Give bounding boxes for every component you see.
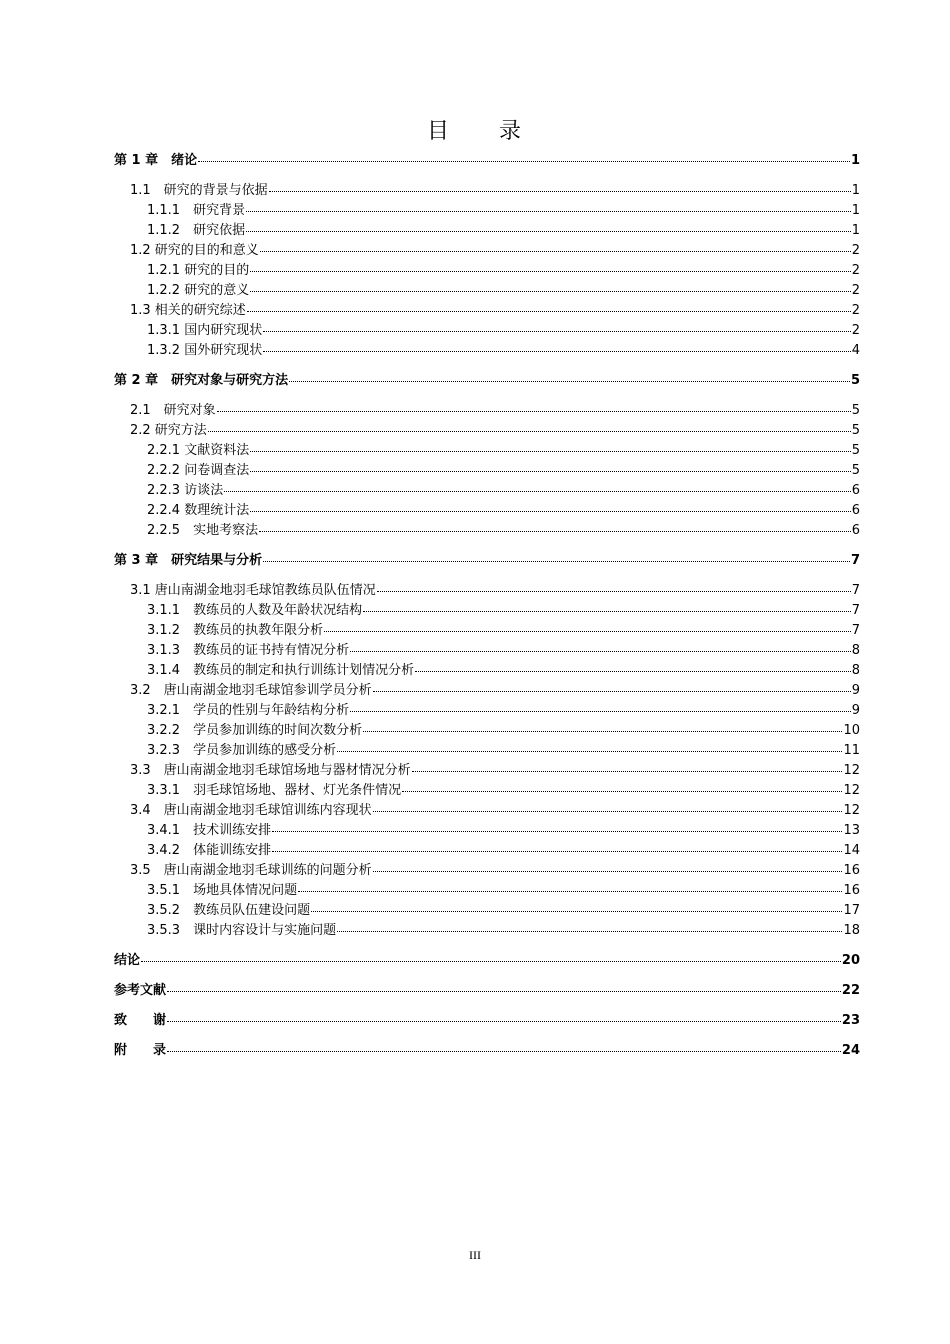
toc-entry-page: 7 — [850, 553, 860, 568]
toc-leader-dots — [363, 718, 842, 732]
toc-leader-dots — [377, 578, 851, 592]
toc-leader-dots — [141, 948, 841, 962]
toc-entry-label: 1.2.1 研究的目的 — [147, 263, 250, 278]
toc-subsection-entry[interactable] — [114, 620, 860, 640]
toc-subsection-entry[interactable] — [114, 740, 860, 760]
toc-entry-page: 7 — [851, 583, 860, 598]
toc-entry-label: 3.1 唐山南湖金地羽毛球馆教练员队伍情况 — [130, 583, 376, 598]
toc-subsection-entry[interactable] — [114, 200, 860, 220]
toc-subsection-entry[interactable] — [114, 520, 860, 540]
toc-entry-page: 2 — [851, 283, 860, 298]
toc-subsection-entry[interactable] — [114, 920, 860, 940]
toc-entry-page: 1 — [850, 153, 860, 168]
toc-entry-label: 3.1.4 教练员的制定和执行训练计划情况分析 — [147, 663, 415, 678]
toc-entry-label: 2.2.4 数理统计法 — [147, 503, 250, 518]
toc-leader-dots — [337, 918, 842, 932]
toc-leader-dots — [250, 458, 851, 472]
toc-subsection-entry[interactable] — [114, 500, 860, 520]
toc-leader-dots — [259, 518, 851, 532]
toc-entry-label: 1.1.1 研究背景 — [147, 203, 246, 218]
toc-leader-dots — [363, 598, 851, 612]
toc-subsection-entry[interactable] — [114, 460, 860, 480]
toc-leader-dots — [350, 698, 851, 712]
toc-entry-label: 1.2.2 研究的意义 — [147, 283, 250, 298]
toc-subsection-entry[interactable] — [114, 880, 860, 900]
toc-entry-page: 5 — [851, 463, 860, 478]
toc-entry-page: 8 — [851, 663, 860, 678]
toc-leader-dots — [415, 658, 851, 672]
toc-entry-label: 附 录 — [114, 1043, 167, 1058]
toc-leader-dots — [402, 778, 842, 792]
toc-section-entry[interactable] — [114, 860, 860, 880]
toc-leader-dots — [269, 178, 851, 192]
toc-entry-page: 20 — [841, 953, 860, 968]
toc-entry-label: 3.1.1 教练员的人数及年龄状况结构 — [147, 603, 363, 618]
toc-entry-label: 1.3.1 国内研究现状 — [147, 323, 263, 338]
toc-entry-label: 参考文献 — [114, 983, 167, 998]
toc-entry-page: 2 — [851, 303, 860, 318]
toc-entry-label: 第 3 章 研究结果与分析 — [114, 553, 263, 568]
toc-leader-dots — [250, 278, 851, 292]
toc-section-entry[interactable] — [114, 420, 860, 440]
toc-entry-label: 3.2.3 学员参加训练的感受分析 — [147, 743, 337, 758]
toc-subsection-entry[interactable] — [114, 700, 860, 720]
toc-subsection-entry[interactable] — [114, 780, 860, 800]
toc-entry-label: 2.2.2 问卷调查法 — [147, 463, 250, 478]
toc-chapter-entry[interactable] — [114, 1040, 860, 1060]
toc-entry-page: 2 — [851, 323, 860, 338]
toc-entry-label: 3.4 唐山南湖金地羽毛球馆训练内容现状 — [130, 803, 372, 818]
toc-section-entry[interactable] — [114, 800, 860, 820]
toc-entry-label: 1.3 相关的研究综述 — [130, 303, 246, 318]
toc-entry-page: 11 — [843, 743, 860, 758]
toc-entry-page: 4 — [851, 343, 860, 358]
toc-entry-page: 24 — [841, 1043, 860, 1058]
toc-entry-label: 3.4.2 体能训练安排 — [147, 843, 272, 858]
toc-entry-page: 16 — [843, 883, 860, 898]
toc-section-entry[interactable] — [114, 240, 860, 260]
toc-entry-page: 2 — [851, 263, 860, 278]
toc-entry-page: 16 — [843, 863, 860, 878]
toc-leader-dots — [250, 438, 851, 452]
toc-leader-dots — [337, 738, 842, 752]
toc-entry-label: 2.1 研究对象 — [130, 403, 216, 418]
toc-entry-label: 2.2.1 文献资料法 — [147, 443, 250, 458]
toc-entry-label: 3.5.1 场地具体情况问题 — [147, 883, 298, 898]
table-of-contents — [114, 150, 860, 1060]
toc-entry-page: 12 — [843, 783, 860, 798]
toc-entry-label: 结论 — [114, 953, 141, 968]
toc-subsection-entry[interactable] — [114, 320, 860, 340]
toc-section-entry[interactable] — [114, 580, 860, 600]
toc-leader-dots — [373, 858, 843, 872]
toc-subsection-entry[interactable] — [114, 640, 860, 660]
toc-leader-dots — [263, 338, 851, 352]
toc-chapter-entry[interactable] — [114, 370, 860, 390]
toc-entry-page: 8 — [851, 643, 860, 658]
toc-entry-label: 3.5.3 课时内容设计与实施问题 — [147, 923, 337, 938]
toc-entry-page: 7 — [851, 623, 860, 638]
toc-entry-page: 5 — [851, 403, 860, 418]
toc-entry-page: 1 — [851, 183, 860, 198]
toc-section-entry[interactable] — [114, 680, 860, 700]
toc-entry-label: 3.2.1 学员的性别与年龄结构分析 — [147, 703, 350, 718]
toc-entry-page: 9 — [851, 683, 860, 698]
toc-subsection-entry[interactable] — [114, 900, 860, 920]
toc-subsection-entry[interactable] — [114, 440, 860, 460]
toc-entry-page: 5 — [850, 373, 860, 388]
toc-entry-page: 7 — [851, 603, 860, 618]
toc-leader-dots — [246, 198, 851, 212]
toc-entry-label: 3.4.1 技术训练安排 — [147, 823, 272, 838]
toc-chapter-entry[interactable] — [114, 1010, 860, 1030]
toc-leader-dots — [167, 1008, 841, 1022]
toc-leader-dots — [247, 298, 851, 312]
toc-entry-page: 10 — [843, 723, 860, 738]
toc-entry-page: 18 — [843, 923, 860, 938]
toc-subsection-entry[interactable] — [114, 260, 860, 280]
toc-entry-label: 3.3 唐山南湖金地羽毛球馆场地与器材情况分析 — [130, 763, 411, 778]
toc-section-entry[interactable] — [114, 300, 860, 320]
toc-entry-label: 致 谢 — [114, 1013, 167, 1028]
toc-section-entry[interactable] — [114, 180, 860, 200]
toc-subsection-entry[interactable] — [114, 720, 860, 740]
toc-entry-page: 14 — [843, 843, 860, 858]
toc-entry-label: 1.3.2 国外研究现状 — [147, 343, 263, 358]
toc-chapter-entry[interactable] — [114, 950, 860, 970]
toc-leader-dots — [324, 618, 851, 632]
toc-entry-page: 1 — [851, 203, 860, 218]
toc-entry-page: 13 — [843, 823, 860, 838]
toc-subsection-entry[interactable] — [114, 820, 860, 840]
toc-subsection-entry[interactable] — [114, 280, 860, 300]
toc-leader-dots — [167, 1038, 841, 1052]
toc-leader-dots — [350, 638, 851, 652]
toc-entry-label: 3.5 唐山南湖金地羽毛球训练的问题分析 — [130, 863, 372, 878]
toc-leader-dots — [217, 398, 851, 412]
toc-entry-page: 5 — [851, 423, 860, 438]
toc-entry-label: 1.1.2 研究依据 — [147, 223, 246, 238]
toc-leader-dots — [167, 978, 841, 992]
toc-entry-page: 9 — [851, 703, 860, 718]
toc-leader-dots — [250, 258, 851, 272]
toc-entry-page: 17 — [843, 903, 860, 918]
toc-entry-label: 2.2.5 实地考察法 — [147, 523, 259, 538]
toc-entry-page: 6 — [851, 523, 860, 538]
toc-entry-page: 1 — [851, 223, 860, 238]
toc-chapter-entry[interactable] — [114, 980, 860, 1000]
toc-entry-label: 1.1 研究的背景与依据 — [130, 183, 268, 198]
toc-leader-dots — [224, 478, 851, 492]
toc-entry-page: 12 — [843, 803, 860, 818]
toc-leader-dots — [272, 838, 842, 852]
toc-subsection-entry[interactable] — [114, 480, 860, 500]
toc-entry-label: 2.2 研究方法 — [130, 423, 207, 438]
toc-entry-label: 第 2 章 研究对象与研究方法 — [114, 373, 289, 388]
toc-leader-dots — [311, 898, 842, 912]
toc-subsection-entry[interactable] — [114, 840, 860, 860]
toc-subsection-entry[interactable] — [114, 340, 860, 360]
toc-leader-dots — [373, 678, 851, 692]
toc-entry-page: 23 — [841, 1013, 860, 1028]
toc-entry-label: 2.2.3 访谈法 — [147, 483, 224, 498]
toc-entry-label: 3.3.1 羽毛球馆场地、器材、灯光条件情况 — [147, 783, 402, 798]
toc-entry-page: 12 — [843, 763, 860, 778]
toc-leader-dots — [272, 818, 842, 832]
toc-subsection-entry[interactable] — [114, 220, 860, 240]
toc-leader-dots — [412, 758, 843, 772]
toc-entry-label: 3.1.3 教练员的证书持有情况分析 — [147, 643, 350, 658]
toc-entry-page: 2 — [851, 243, 860, 258]
toc-leader-dots — [298, 878, 842, 892]
toc-leader-dots — [373, 798, 843, 812]
toc-section-entry[interactable] — [114, 760, 860, 780]
toc-entry-label: 3.5.2 教练员队伍建设问题 — [147, 903, 311, 918]
toc-leader-dots — [263, 318, 851, 332]
toc-entry-label: 1.2 研究的目的和意义 — [130, 243, 259, 258]
toc-section-entry[interactable] — [114, 400, 860, 420]
toc-entry-label: 3.2 唐山南湖金地羽毛球馆参训学员分析 — [130, 683, 372, 698]
toc-leader-dots — [250, 498, 851, 512]
toc-leader-dots — [198, 148, 850, 162]
page-number: III — [469, 1248, 481, 1262]
toc-entry-page: 5 — [851, 443, 860, 458]
toc-subsection-entry[interactable] — [114, 600, 860, 620]
toc-leader-dots — [246, 218, 851, 232]
toc-leader-dots — [260, 238, 851, 252]
toc-entry-page: 6 — [851, 483, 860, 498]
toc-leader-dots — [263, 548, 850, 562]
toc-title: 目 录 — [426, 119, 523, 144]
toc-entry-label: 3.2.2 学员参加训练的时间次数分析 — [147, 723, 363, 738]
toc-leader-dots — [289, 368, 850, 382]
toc-entry-label: 3.1.2 教练员的执教年限分析 — [147, 623, 324, 638]
toc-entry-page: 22 — [841, 983, 860, 998]
toc-entry-label: 第 1 章 绪论 — [114, 153, 198, 168]
toc-subsection-entry[interactable] — [114, 660, 860, 680]
toc-chapter-entry[interactable] — [114, 550, 860, 570]
toc-entry-page: 6 — [851, 503, 860, 518]
toc-leader-dots — [208, 418, 851, 432]
toc-chapter-entry[interactable] — [114, 150, 860, 170]
